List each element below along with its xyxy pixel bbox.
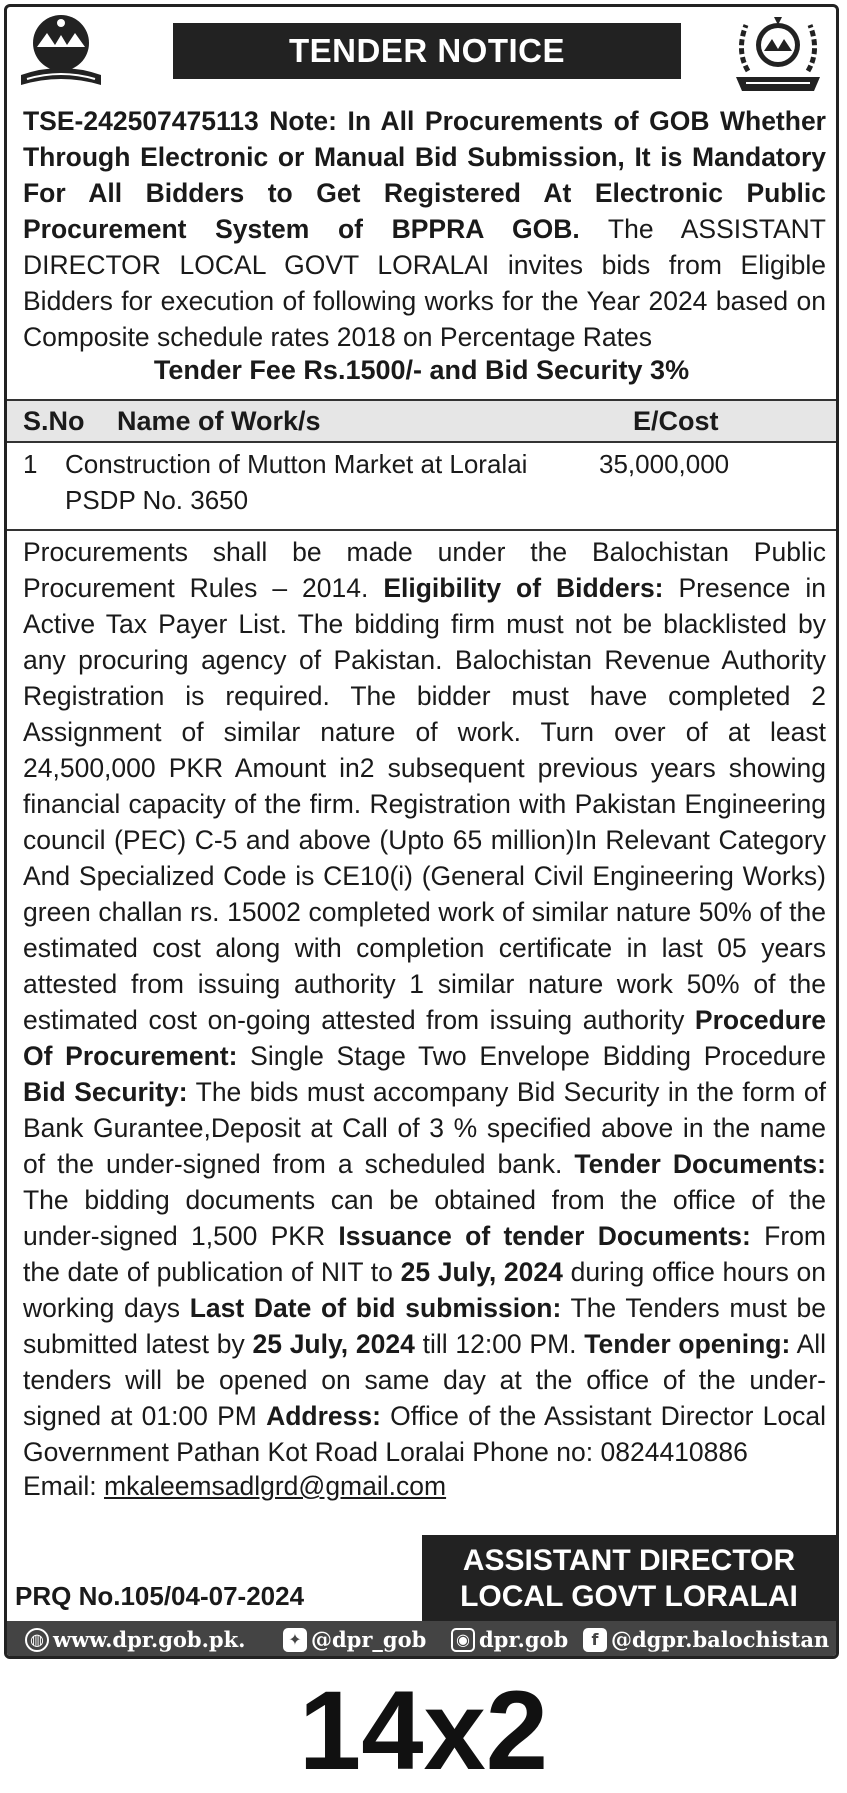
crescent-star-wreath-emblem-icon xyxy=(728,11,828,99)
instagram-icon: ◉ xyxy=(451,1628,475,1652)
address-text: Office of the Assistant Director Local Government Pathan Kot Road Loralai Phone no: 0824410886 xyxy=(23,1401,826,1467)
twitter-icon: ✦ xyxy=(283,1628,307,1652)
issuance-date: 25 July, 2024 xyxy=(400,1257,563,1287)
header-ecost: E/Cost xyxy=(633,406,719,436)
bid-security-text: The bids must accompany Bid Security in the form of Bank Gurantee,Deposit at Call of 3 % specified above in the name of the under-signed from a scheduled bank. xyxy=(23,1077,826,1179)
row-sno: 1 xyxy=(23,449,38,479)
last-date-value: 25 July, 2024 xyxy=(252,1329,415,1359)
instagram-handle: dpr.gob xyxy=(479,1627,569,1652)
divider xyxy=(7,529,836,531)
intro-note: TSE-242507475113 Note: In All Procurements of GOB Whether Through Electronic or Manual Bid Submission, It is Mandatory For All Bidders to Get Registered At Electronic Public Procurement System of BPPRA GOB. xyxy=(23,106,826,244)
eligibility-heading: Eligibility of Bidders: xyxy=(383,573,664,603)
footer-bar xyxy=(7,1621,836,1659)
footer-instagram[interactable] xyxy=(451,1627,568,1652)
signatory-line2: LOCAL GOVT LORALAI xyxy=(460,1580,798,1613)
issuance-heading: Issuance of tender Documents: xyxy=(338,1221,751,1251)
email-link[interactable]: mkaleemsadlgrd@gmail.com xyxy=(104,1471,447,1501)
address-heading: Address: xyxy=(266,1401,381,1431)
facebook-icon: f xyxy=(583,1628,607,1652)
facebook-handle: @dgpr.balochistan xyxy=(611,1627,830,1652)
procedure-heading: Procedure Of Procurement: xyxy=(23,1005,826,1071)
footer-facebook[interactable] xyxy=(583,1627,829,1652)
issuance-text-a: From the date of publication of NIT to xyxy=(23,1221,827,1287)
intro-text: The ASSISTANT DIRECTOR LOCAL GOVT LORALAI invites bids from Eligible Bidders for execution of following works for the Year 2024 based on Composite schedule rates 2018 on Percentage Rates xyxy=(23,214,826,352)
intro-paragraph xyxy=(23,103,826,355)
footer-twitter[interactable] xyxy=(283,1627,426,1652)
prq-number: PRQ No.105/04-07-2024 xyxy=(15,1581,305,1611)
ad-size-code: 14x2 xyxy=(298,1668,549,1793)
tender-documents-text: The bidding documents can be obtained from the office of the under-signed 1,500 PKR xyxy=(23,1185,826,1251)
rules-text: Procurements shall be made under the Balochistan Public Procurement Rules – 2014. xyxy=(23,537,826,603)
table-row xyxy=(7,449,836,527)
eligibility-text: Presence in Active Tax Payer List. The bidding firm must not be blacklisted by any procuring agency of Pakistan. Balochistan Revenue Authority Registration is required. The bidder must have completed 2 Assignment of similar nature of work. Turn over of at least 24,500,000 PKR Amount in2 subsequent previous years showing financial capacity of the firm. Registration with Pakistan Engineering council (PEC) C-5 and above (Upto 65 million)In Relevant Category And Specialized Code is CE10(i) (General Civil Engineering Works) green challan rs. 15002 completed work of similar nature 50% of the estimated cost along with completion certificate in last 05 years attested from issuing authority 1 similar nature work 50% of the estimated cost on-going attested from issuing authority xyxy=(23,573,826,1035)
page-title: TENDER NOTICE xyxy=(173,23,681,79)
email-label: Email: xyxy=(23,1471,104,1501)
tender-fee-line: Tender Fee Rs.1500/- and Bid Security 3% xyxy=(153,355,690,385)
row-cost: 35,000,000 xyxy=(599,449,730,479)
signatory-box xyxy=(422,1535,836,1621)
procedure-text: Single Stage Two Envelope Bidding Procedure xyxy=(237,1041,826,1071)
tender-documents-heading: Tender Documents: xyxy=(574,1149,826,1179)
tender-opening-heading: Tender opening: xyxy=(584,1329,791,1359)
signatory-line1: ASSISTANT DIRECTOR xyxy=(462,1544,796,1577)
email-line xyxy=(23,1471,446,1502)
twitter-handle: @dpr_gob xyxy=(311,1627,427,1652)
header-sno: S.No xyxy=(23,406,85,436)
footer-website[interactable] xyxy=(25,1627,245,1652)
last-date-heading: Last Date of bid submission: xyxy=(189,1293,562,1323)
issuance-text-b: during office hours on working days xyxy=(23,1257,826,1323)
conditions-paragraph xyxy=(23,534,826,1470)
row-name-line1: Construction of Mutton Market at Loralai xyxy=(65,449,528,479)
header-name-of-work: Name of Work/s xyxy=(117,406,321,436)
balochistan-govt-emblem-icon xyxy=(15,13,107,95)
website-text: www.dpr.gob.pk. xyxy=(53,1627,246,1652)
table-header xyxy=(7,399,836,443)
tender-notice-frame xyxy=(4,4,839,1659)
tender-opening-text: All tenders will be opened on same day at the office of the under-signed at 01:00 PM xyxy=(23,1329,827,1431)
globe-icon: ◍ xyxy=(25,1628,49,1652)
last-date-text-b: till 12:00 PM. xyxy=(414,1329,585,1359)
bid-security-heading: Bid Security: xyxy=(23,1077,188,1107)
last-date-text-a: The Tenders must be submitted latest by xyxy=(23,1293,826,1359)
row-name-line2: PSDP No. 3650 xyxy=(65,485,249,515)
